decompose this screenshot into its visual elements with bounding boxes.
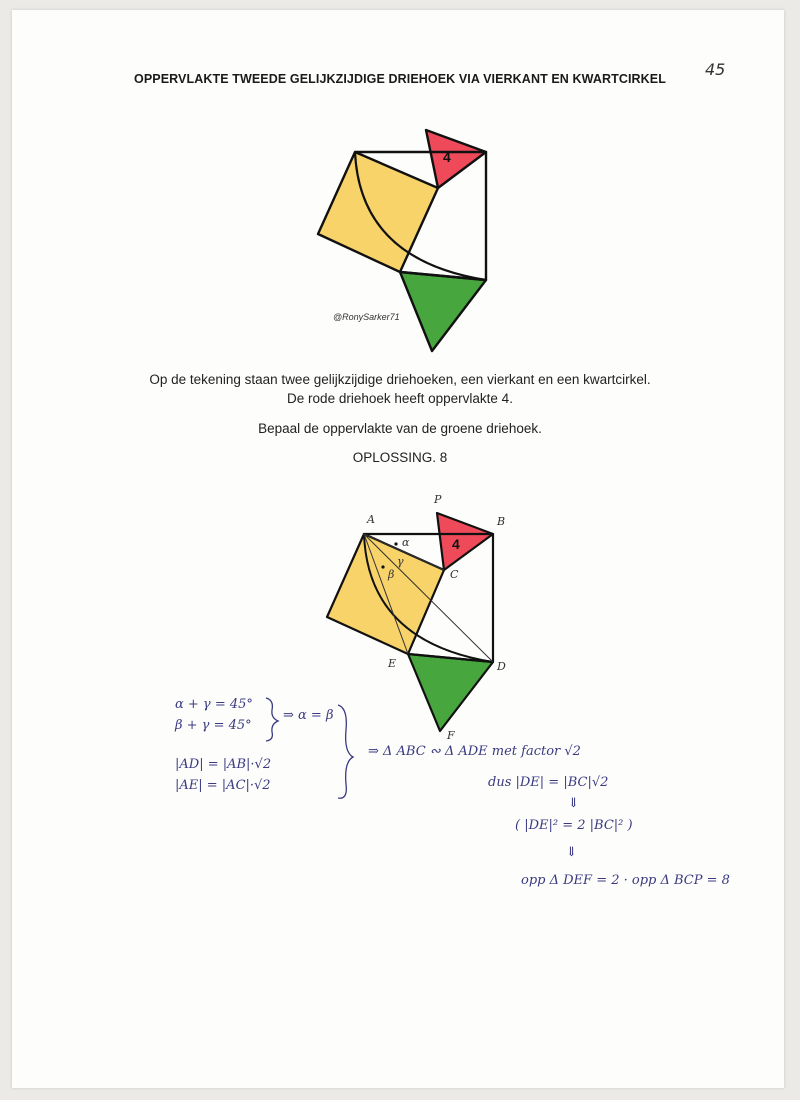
hw-similarity: ⇒ Δ ABC ∾ Δ ADE met factor √2 [368,744,581,759]
page-number: 45 [705,60,726,79]
large-brace [338,705,353,798]
hw-eq-AE: |AE| = |AC|·√2 [175,778,271,793]
label-B: B [497,515,506,528]
small-brace [266,698,278,741]
hw-dus: dus |DE| = |BC|√2 [488,775,609,790]
problem-line-2: De rode driehoek heeft oppervlakte 4. [287,391,513,406]
hw-arrow-1: ⇓ [568,796,579,811]
hw-eq-alpha-gamma: α + γ = 45° [175,697,253,712]
hw-arrow-2: ⇓ [566,845,577,860]
label-P: P [434,493,442,506]
hw-eq-beta-gamma: β + γ = 45° [175,718,252,733]
hw-eq-AD: |AD| = |AB|·√2 [175,757,272,772]
hw-squared: ( |DE|² = 2 |BC|² ) [515,818,633,833]
label-E: E [388,657,397,670]
angle-gamma: γ [397,555,404,568]
problem-line-1: Op de tekening staan twee gelijkzijdige driehoeken, een vierkant en een kwartcirkel. [149,372,651,387]
angle-alpha: α [402,536,410,549]
red-area-label: 4 [443,149,451,165]
hw-result: opp Δ DEF = 2 · opp Δ BCP = 8 [521,873,730,888]
hw-alpha-equals-beta: ⇒ α = β [283,708,334,723]
label-F: F [447,729,455,742]
watermark: @RonySarker71 [333,312,400,322]
problem-line-3: Bepaal de oppervlakte van de groene driehoek. [258,421,542,436]
solution-red-area-label: 4 [452,536,460,552]
label-C: C [450,568,459,581]
angle-beta: β [388,568,395,581]
label-D: D [497,660,506,673]
solution-heading: OPLOSSING. 8 [352,450,448,465]
page-title: OPPERVLAKTE TWEEDE GELIJKZIJDIGE DRIEHOEK VIA VIERKANT EN KWARTCIRKEL [134,72,666,86]
label-A: A [367,513,375,526]
